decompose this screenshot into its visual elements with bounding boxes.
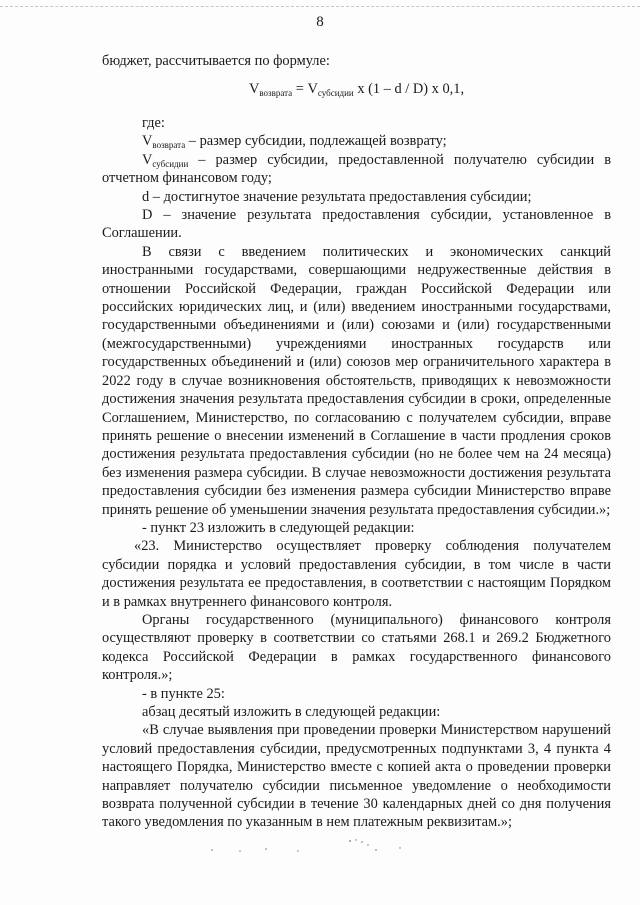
page-number: 8 (316, 14, 324, 30)
def-var: V (142, 133, 153, 150)
where-label: где: (142, 115, 165, 131)
formula-rhs-sub: субсидии (317, 88, 354, 98)
paragraph-25: «В случае выявления при проведении проверки Министерством нарушений условий предоставления субсидии, предусмотренных подпунктами 3, 4 пункта 4 настоящего Порядка, Министерство вместе с копией акта о проведении проверки направляет получателю субсидии письменное уведомление о необходимости возврата полученной субсидии в течение 30 календарных дней со дня получения такого уведомления по указанным в нем платежным реквизитам.»; (102, 722, 611, 831)
formula-lhs-sub: возврата (259, 88, 293, 98)
def-var: d (142, 188, 150, 205)
scan-edge-line (0, 6, 640, 7)
def-sub: субсидии (152, 158, 189, 169)
item-25-subintro: абзац десятый изложить в следующей редакции: (142, 704, 441, 720)
item-25-intro: - в пункте 25: (142, 685, 225, 702)
paragraph-financial-control: Органы государственного (муниципального) финансового контроля осуществляют проверку в соответствии со статьями 268.1 и 269.2 Бюджетного кодекса Российской Федерации в рамках государственного финансового контроля.»; (102, 611, 611, 684)
intro-text: бюджет, рассчитывается по формуле: (102, 53, 330, 69)
definition-item (102, 206, 611, 243)
item-23-intro: - пункт 23 изложить в следующей редакции: (142, 519, 415, 536)
paragraph-23: «23. Министерство осуществляет проверку соблюдения получателем субсидии порядка и условий предоставления субсидии, в том числе в части достижения результата ее предоставления, в соответствии с настоящим Порядком и в рамках внутреннего финансового контроля. (102, 538, 611, 610)
def-var: V (142, 151, 153, 168)
return-formula (102, 80, 611, 98)
def-text: – достигнутое значение результата предоставления субсидии; (149, 188, 532, 205)
formula-eq: = (292, 81, 308, 97)
definition-item (102, 151, 611, 188)
def-sub: возврата (152, 140, 186, 151)
scan-noise (200, 836, 420, 860)
intro-line (102, 52, 611, 70)
def-text: – размер субсидии, подлежащей возврату; (185, 133, 447, 150)
body-text (102, 114, 611, 832)
paragraph-sanctions: В связи с введением политических и экономических санкций иностранными государствами, совершающими недружественные действия в отношении Российской Федерации, граждан Российской Федерации или российских юридических лиц, и (или) введением иностранными государствами, государственными объединениями и (или) союзами и (или) государственными (межгосударственными) учреждениями иностранных государств или государственных объединений и (или) союзов мер ограничительного характера в 2022 году в случае возникновения обстоятельств, приводящих к невозможности достижения значения результата предоставления субсидии в сроки, определенные Соглашением, Министерство, по согласованию с получателем субсидии, вправе принять решение о внесении изменений в Соглашение в части продления сроков достижения результата предоставления субсидии (но не более чем на 24 месяца) без изменения размера субсидии. В случае невозможности достижения результата предоставления субсидии без изменения размера субсидии Министерство вправе принять решение об уменьшении значения результата предоставления субсидии.»; (102, 243, 611, 518)
formula-lhs-var: V (248, 81, 260, 97)
def-text: – размер субсидии, предоставленной получателю субсидии в отчетном финансовом году; (102, 151, 611, 187)
definition-item (102, 188, 611, 206)
formula-rhs-var: V (307, 81, 318, 97)
definition-item (102, 132, 611, 150)
def-var: D (142, 207, 153, 224)
def-text: – значение результата предоставления субсидии, установленное в Соглашении. (102, 207, 611, 242)
formula-rhs-rest: x (1 – d / D) x 0,1, (353, 81, 465, 97)
